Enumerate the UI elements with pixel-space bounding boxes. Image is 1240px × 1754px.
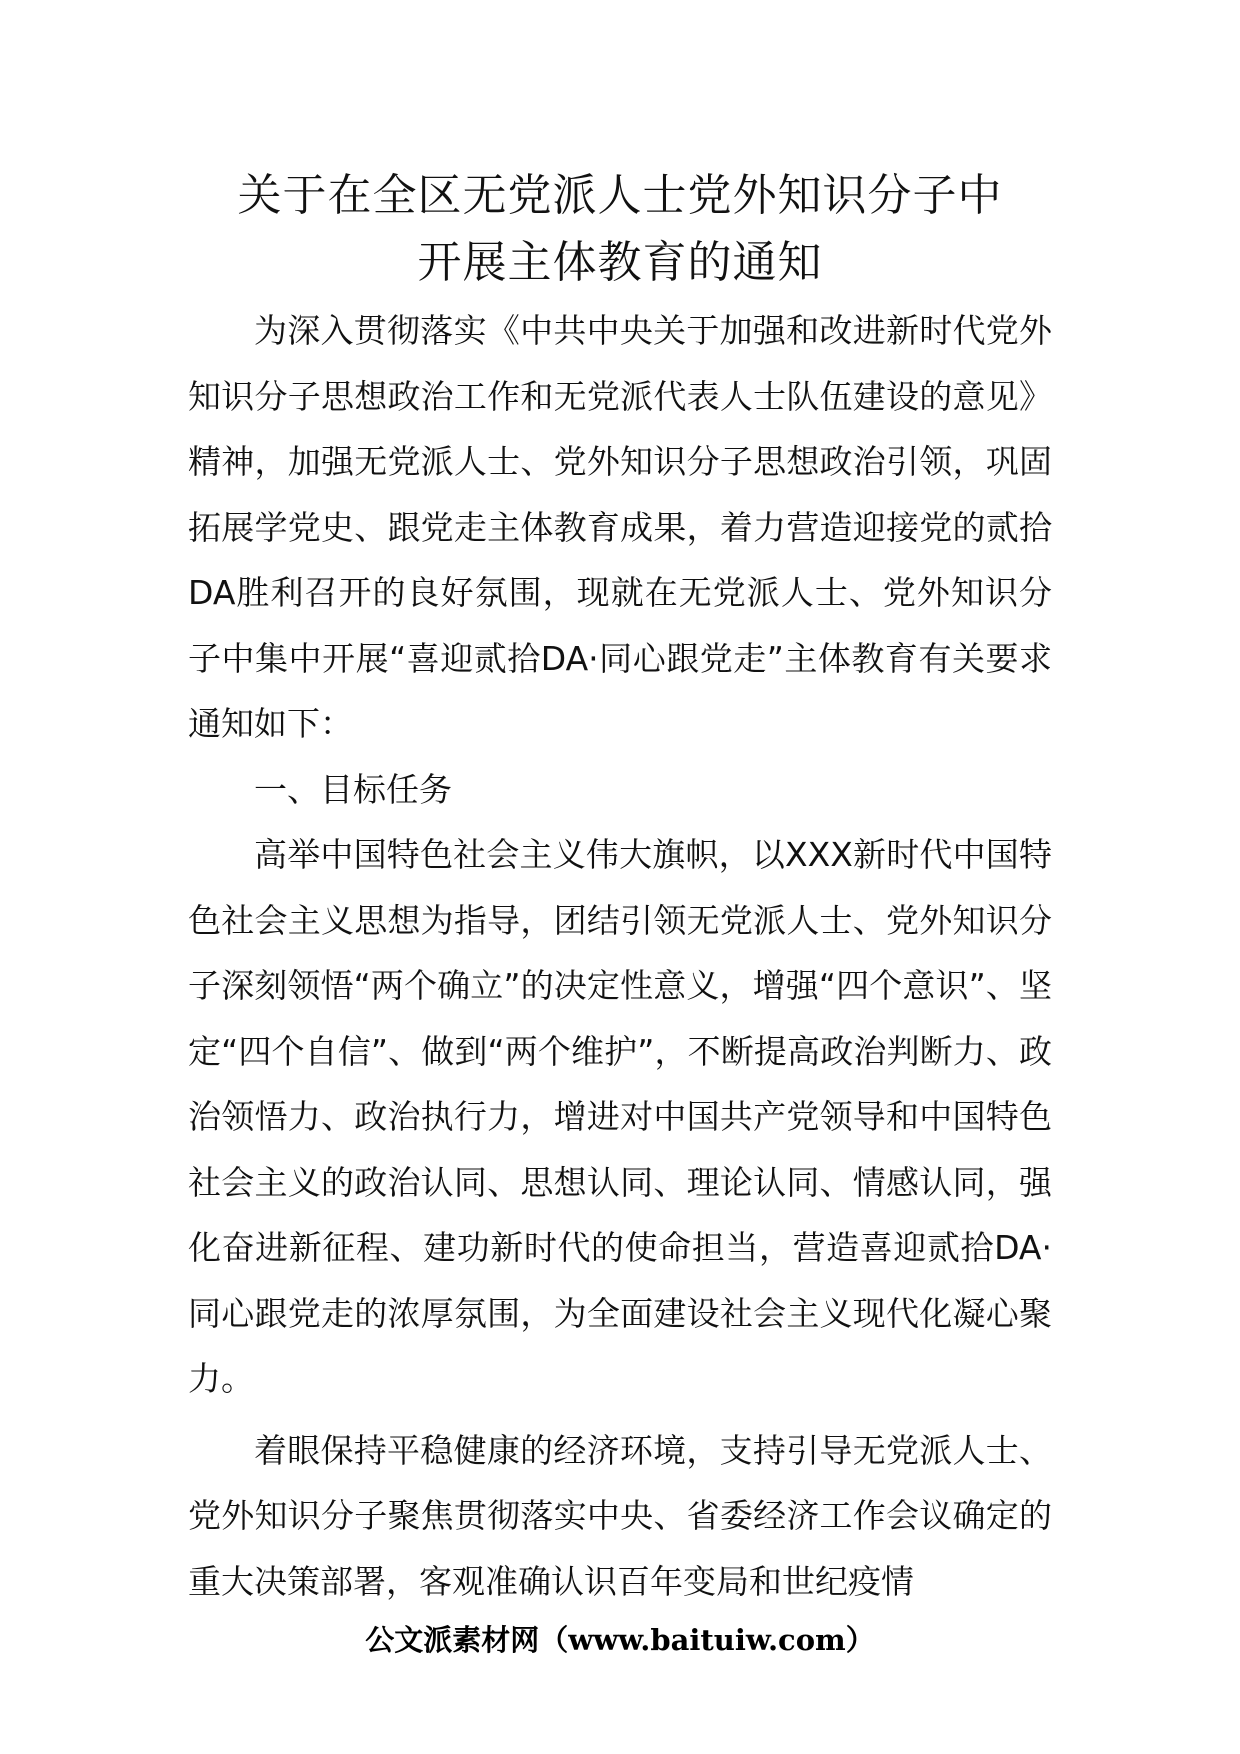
goals-paragraph: 高举中国特色社会主义伟大旗帜，以XXX新时代中国特色社会主义思想为指导，团结引领无党派人士、党外知识分子深刻领悟“两个确立”的决定性意义，增强“四个意识”、坚定“四个自信”、做到“两个维护”，不断提高政治判断力、政治领悟力、政治执行力，增进对中国共产党领导和中国特色社会主义的政治认同、思想认同、理论认同、情感认同，强化奋进新征程、建功新时代的使命担当，营造喜迎贰拾DA·同心跟党走的浓厚氛围，为全面建设社会主义现代化凝心聚力。 (188, 835, 1052, 1398)
economy-paragraph: 着眼保持平稳健康的经济环境，支持引导无党派人士、党外知识分子聚焦贯彻落实中央、省委经济工作会议确定的重大决策部署，客观准确认识百年变局和世纪疫情 (188, 1430, 1052, 1601)
document-body (188, 298, 1052, 1614)
intro-paragraph: 为深入贯彻落实《中共中央关于加强和改进新时代党外知识分子思想政治工作和无党派代表人士队伍建设的意见》精神，加强无党派人士、党外知识分子思想政治引领，巩固拓展学党史、跟党走主体教育成果，着力营造迎接党的贰拾DA胜利召开的良好氛围，现就在无党派人士、党外知识分子中集中开展“喜迎贰拾DA·同心跟党走”主体教育有关要求通知如下： (188, 311, 1052, 743)
document-title-line-2: 开展主体教育的通知 (417, 237, 823, 288)
section-heading-goals: 一、目标任务 (254, 769, 452, 809)
document-title-line-1: 关于在全区无党派人士党外知识分子中 (237, 170, 1003, 221)
footer-watermark: 公文派素材网（www.baituiw.com） (365, 1623, 875, 1657)
